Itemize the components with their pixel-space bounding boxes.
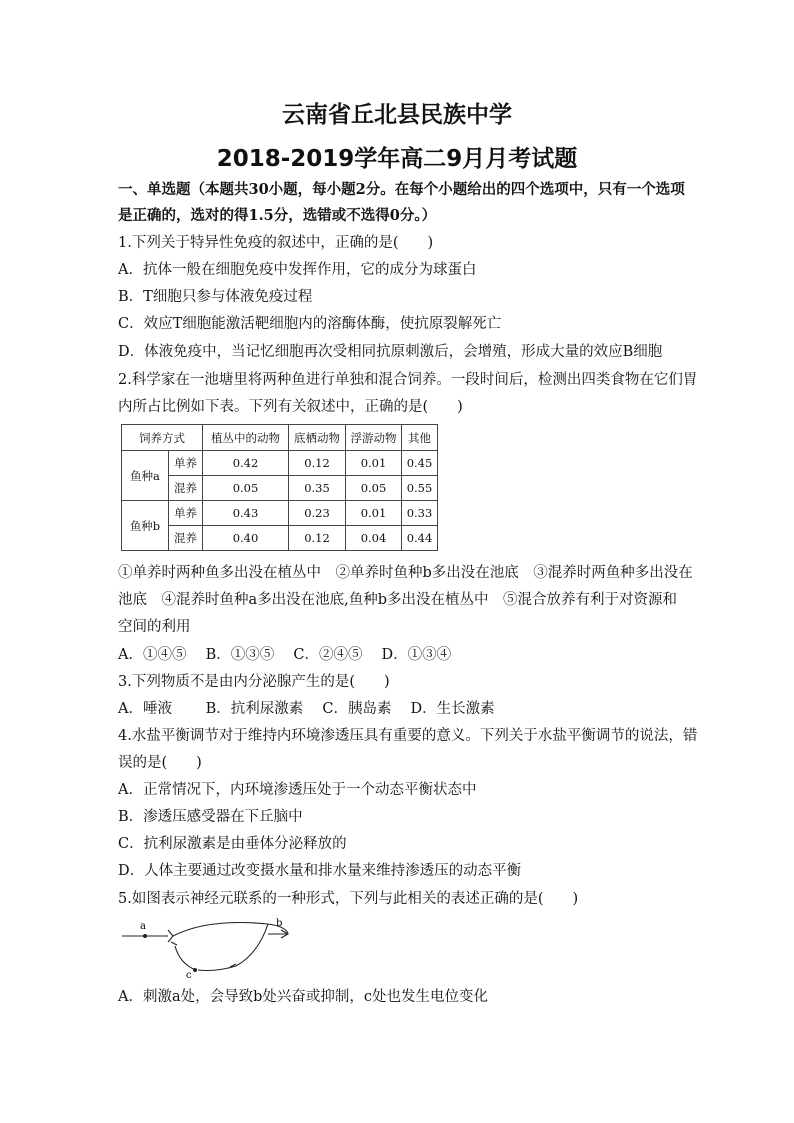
table-cell: 0.55 [402,476,438,501]
q4-stem-line1: 4.水盐平衡调节对于维持内环境渗透压具有重要的意义。下列关于水盐平衡调节的说法，错 [118,728,698,744]
table-cell-mode: 单养 [169,501,203,526]
q4-option-c: C．抗利尿激素是由垂体分泌释放的 [118,836,347,852]
table-cell: 0.12 [289,451,346,476]
table-fish-b: 鱼种b [122,501,169,551]
table-header-feeding-mode: 饲养方式 [122,425,203,451]
q2-stem-line2: 内所占比例如下表。下列有关叙述中，正确的是( ) [118,399,463,415]
point-a-dot [143,934,147,938]
neuron-return-path [198,924,268,971]
q2-statement-line1: ①单养时两种鱼多出没在植丛中 ②单养时鱼种b多出没在池底 ③混养时两鱼种多出没在 [118,565,693,581]
q4-option-d: D．人体主要通过改变摄水量和排水量来维持渗透压的动态平衡 [118,863,522,879]
section-instructions-line1: 一、单选题（本题共30小题，每小题2分。在每个小题给出的四个选项中，只有一个选项 [118,181,685,198]
label-b: b [276,918,283,929]
table-cell: 0.40 [203,526,289,551]
table-cell: 0.33 [402,501,438,526]
q3-options: A．唾液 B．抗利尿激素 C．胰岛素 D．生长激素 [118,701,495,717]
neuron-c-path [175,946,196,970]
q1-option-c: C．效应T细胞能激活靶细胞内的溶酶体酶，使抗原裂解死亡 [118,316,502,332]
table-header-other: 其他 [402,425,438,451]
table-header-benthic: 底栖动物 [289,425,346,451]
q1-option-b: B．T细胞只参与体液免疫过程 [118,289,313,305]
label-c: c [186,970,192,980]
q5-stem: 5.如图表示神经元联系的一种形式，下列与此相关的表述正确的是( ) [118,891,579,907]
table-cell: 0.43 [203,501,289,526]
section-instructions-line2: 是正确的，选对的得1.5分，选错或不选得0分。） [118,207,437,224]
q5-option-a: A．刺激a处，会导致b处兴奋或抑制，c处也发生电位变化 [118,989,489,1005]
table-cell: 0.01 [346,451,402,476]
q2-stem-line1: 2.科学家在一池塘里将两种鱼进行单独和混合饲养。一段时间后，检测出四类食物在它们胃 [118,372,698,388]
neuron-diagram [118,912,308,980]
exam-title: 2018-2019学年高二9月月考试题 [216,146,578,172]
table-cell: 0.01 [346,501,402,526]
q4-option-b: B．渗透压感受器在下丘脑中 [118,809,303,825]
table-cell: 0.45 [402,451,438,476]
label-a: a [140,921,146,932]
table-row [122,476,438,501]
table-cell: 0.05 [346,476,402,501]
table-header-plankton: 浮游动物 [346,425,402,451]
fish-diet-table [121,424,438,551]
table-row [122,501,438,526]
synapse-c-marker [171,942,177,945]
table-row [122,451,438,476]
table-cell: 0.12 [289,526,346,551]
table-cell: 0.42 [203,451,289,476]
q4-stem-line2: 误的是( ) [118,755,202,771]
table-cell: 0.44 [402,526,438,551]
q2-statement-line3: 空间的利用 [118,619,191,635]
table-cell: 0.04 [346,526,402,551]
q1-stem: 1.下列关于特异性免疫的叙述中，正确的是( ) [118,235,434,251]
q2-options: A．①④⑤ B．①③⑤ C．②④⑤ D．①③④ [118,647,452,663]
q2-statement-line2: 池底 ④混养时鱼种a多出没在池底,鱼种b多出没在植丛中 ⑤混合放养有利于对资源和 [118,592,678,608]
table-row [122,526,438,551]
table-cell-mode: 单养 [169,451,203,476]
q4-option-a: A．正常情况下，内环境渗透压处于一个动态平衡状态中 [118,782,477,798]
table-cell-mode: 混养 [169,526,203,551]
table-cell: 0.23 [289,501,346,526]
table-cell: 0.35 [289,476,346,501]
q1-option-a: A．抗体一般在细胞免疫中发挥作用，它的成分为球蛋白 [118,262,477,278]
synapse-a-marker [168,930,173,942]
point-c-dot [193,968,197,972]
table-cell: 0.05 [203,476,289,501]
q1-option-d: D．体液免疫中，当记忆细胞再次受相同抗原刺激后，会增殖，形成大量的效应B细胞 [118,344,663,360]
table-cell-mode: 混养 [169,476,203,501]
table-header-plant-animals: 植丛中的动物 [203,425,289,451]
table-fish-a: 鱼种a [122,451,169,501]
table-header-row [122,425,438,451]
school-title: 云南省丘北县民族中学 [282,102,512,128]
q3-stem: 3.下列物质不是由内分泌腺产生的是( ) [118,674,390,690]
